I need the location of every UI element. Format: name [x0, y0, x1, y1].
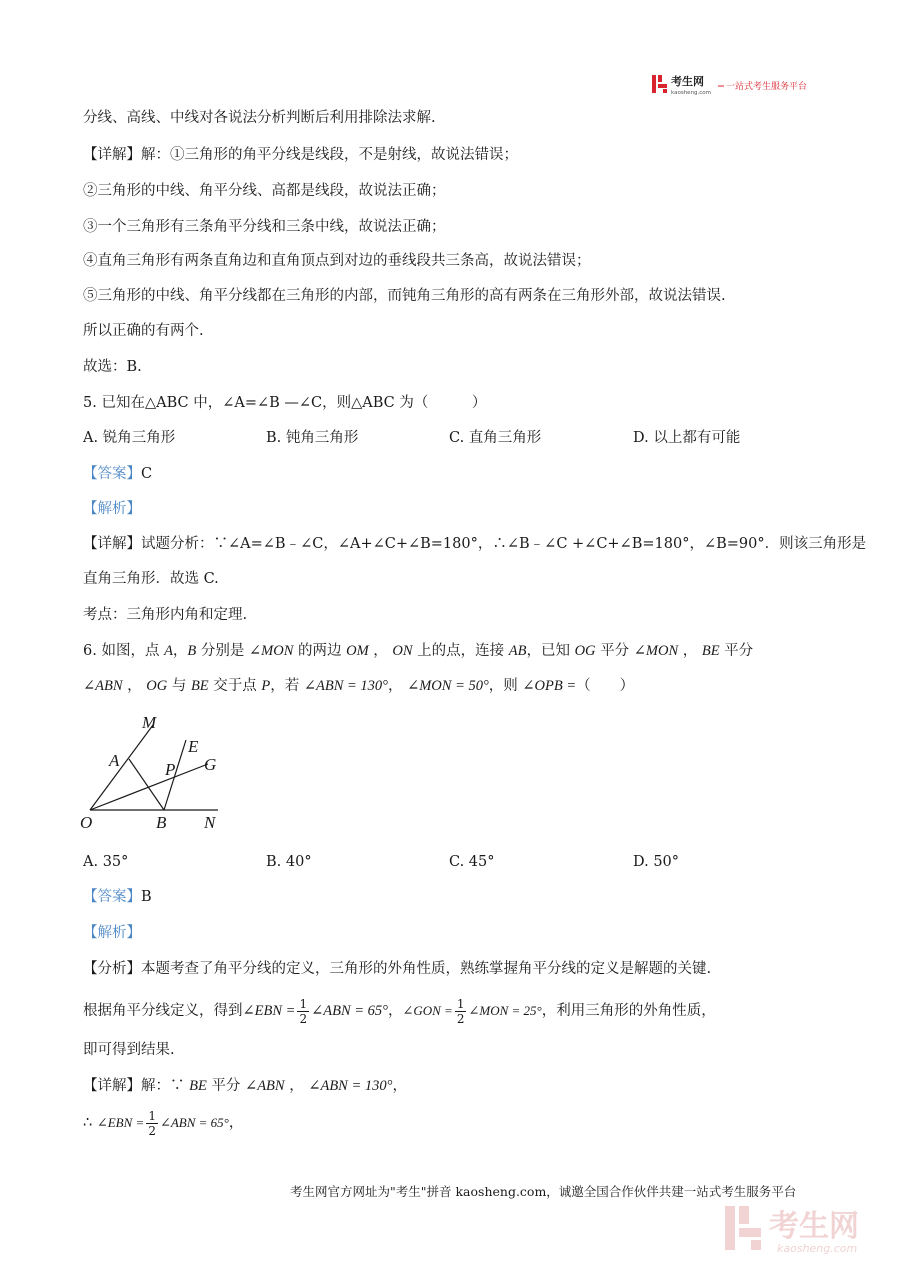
q6-option-d: D. 50°	[633, 854, 680, 870]
q4-text-line: 所以正确的有两个.	[83, 323, 204, 339]
q6-option-c: C. 45°	[449, 854, 495, 870]
q6-detail-line2: ∴ ∠EBN = $\frac{1}{2}$ ∠ABN = 65°，	[83, 1108, 244, 1138]
answer-tag: 【答案】	[83, 466, 141, 482]
q5-answer	[83, 463, 152, 485]
q5-option-a: A. 锐角三角形	[83, 430, 176, 446]
label-e: E	[188, 737, 199, 756]
label-b: B	[156, 813, 167, 832]
q5-detail-line: 【详解】试题分析：∵∠A=∠B﹣∠C，∠A+∠C+∠B=180°，∴∠B﹣∠C +∠C+∠B=180°，∠B=90°．则该三角形是	[83, 536, 867, 552]
fraction-half: $\frac{1}{2}$	[148, 1108, 156, 1138]
q4-text-line: ④直角三角形有两条直角边和直角顶点到对边的垂线段共三条高，故说法错误；	[83, 253, 591, 269]
q6-stem-line2: ∠ABN ， OG 与 BE 交于点 P，若 ∠ABN = 130°， ∠MON = 50°，则 ∠OPB =（ ）	[83, 678, 635, 694]
footer-text: 考生网官方网址为"考生"拼音 kaosheng.com，诚邀全国合作伙伴共建一站式考生服务平台	[290, 1184, 797, 1199]
label-n: N	[204, 813, 216, 832]
q6-detail-line1: 【详解】解：∵ BE 平分 ∠ABN ， ∠ABN = 130°，	[83, 1078, 407, 1094]
q6-analysis-line: 【分析】本题考查了角平分线的定义，三角形的外角性质，熟练掌握角平分线的定义是解题的关键.	[83, 961, 712, 977]
q6-analysis-line: 即可得到结果.	[83, 1042, 175, 1058]
q4-text-line: 分线、高线、中线对各说法分析判断后利用排除法求解.	[83, 110, 436, 126]
q6-option-b: B. 40°	[266, 854, 312, 870]
q5-option-c: C. 直角三角形	[449, 430, 542, 446]
watermark-url: kaosheng.com	[777, 1242, 858, 1255]
q6-analysis-tag: 【解析】	[83, 925, 141, 941]
q4-text-line: ⑤三角形的中线、角平分线都在三角形的内部，而钝角三角形的高有两条在三角形外部，故说法错误.	[83, 288, 726, 304]
q4-text-line: 故选：B.	[83, 359, 142, 375]
header-tagline: 一站式考生服务平台	[726, 82, 808, 92]
q5-analysis-tag: 【解析】	[83, 501, 141, 517]
q4-text-line: 【详解】解：①三角形的角平分线是线段，不是射线，故说法错误；	[83, 147, 518, 163]
logo-url: kaosheng.com	[671, 90, 712, 96]
watermark-mark-icon	[725, 1206, 761, 1250]
q5-option-b: B. 钝角三角形	[266, 430, 359, 446]
q6-option-a: A. 35°	[83, 854, 129, 870]
q6-geometry-figure	[78, 708, 238, 838]
watermark-logo	[725, 1202, 885, 1262]
answer-tag: 【答案】	[83, 889, 141, 905]
q5-point: 考点：三角形内角和定理.	[83, 607, 248, 623]
fraction-half: $\frac{1}{2}$	[299, 996, 308, 1026]
q4-text-line: ②三角形的中线、角平分线、高都是线段，故说法正确；	[83, 183, 446, 199]
segment-ab	[129, 759, 164, 810]
watermark-text: 考生网	[769, 1209, 859, 1244]
answer-value: C	[141, 466, 153, 482]
q5-detail-line: 直角三角形．故选 C.	[83, 571, 219, 587]
fraction-half: $\frac{1}{2}$	[456, 996, 465, 1026]
q6-answer	[83, 886, 152, 908]
q6-stem-line1: 6. 如图，点 A，B 分别是 ∠MON 的两边 OM ， ON 上的点，连接 AB，已知 OG 平分 ∠MON ， BE 平分	[83, 643, 754, 659]
q5-option-d: D. 以上都有可能	[633, 430, 741, 446]
label-o: O	[80, 813, 93, 832]
logo-text: 考生网	[671, 75, 704, 88]
logo-mark-icon	[652, 75, 667, 93]
label-m: M	[142, 713, 157, 732]
label-a: A	[109, 751, 120, 770]
q5-stem: 5. 已知在△ABC 中，∠A=∠B —∠C，则△ABC 为（ ）	[83, 395, 487, 411]
label-g: G	[204, 755, 217, 774]
q4-text-line: ③一个三角形有三条角平分线和三条中线，故说法正确；	[83, 219, 446, 235]
label-p: P	[165, 760, 176, 779]
header-logo	[652, 74, 822, 94]
answer-value: B	[141, 889, 152, 905]
q6-analysis-formula-line: 根据角平分线定义，得到∠EBN = $\frac{1}{2}$ ∠ABN = 65°，∠GON = $\frac{1}{2}$ ∠MON = 25°，利用三角形的外角性质，	[83, 996, 716, 1026]
